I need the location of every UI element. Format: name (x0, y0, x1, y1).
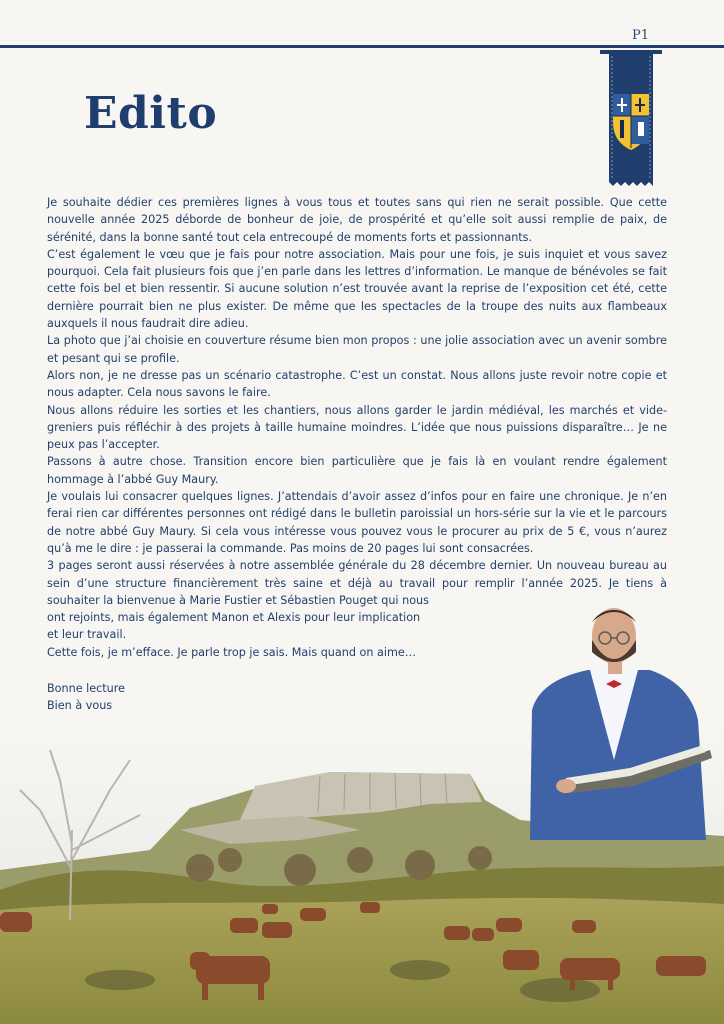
article-body (47, 194, 667, 661)
paragraph-line: Cette fois, je m’efface. Je parle trop je sais. Mais quand on aime… (47, 645, 416, 659)
paragraph: Passons à autre chose. Transition encore bien particulière que je fais là en voulant rendre également hommage à l’abbé Guy Maury. (47, 455, 667, 486)
paragraph-line: et leur travail. (47, 628, 127, 642)
closing (47, 680, 125, 715)
paragraph-line: ont rejoints, mais également Manon et Alexis pour leur implication (47, 611, 421, 625)
page-number: P1 (632, 28, 650, 43)
coat-of-arms-banner-icon (600, 50, 662, 190)
page-title: Edito (84, 88, 218, 139)
closing-line: Bonne lecture (47, 682, 125, 695)
paragraph: 3 pages seront aussi réservées à notre assemblée générale du 28 décembre dernier. Un nouveau bureau au sein d’une structure financièrement très saine et déjà au travail pour remplir l’année 2025. Je tiens à souhaiter la bienvenue à Marie Fustier et Sébastien Pouget qui nous (47, 559, 667, 607)
paragraph: La photo que j’ai choisie en couverture résume bien mon propos : une jolie association avec un avenir sombre et pesant qui se profile. (47, 334, 667, 365)
paragraph: Nous allons réduire les sorties et les chantiers, nous allons garder le jardin médiéval, les marchés et vide-greniers puis réfléchir à des projets à taille humaine moindres. L’idée que nous puissions disparaître… Je ne peux pas l’accepter. (47, 403, 667, 452)
presenter-photo (510, 600, 724, 840)
paragraph: Alors non, je ne dresse pas un scénario catastrophe. C’est un constat. Nous allons juste revoir notre copie et nous adapter. Cela nous savons le faire. (47, 368, 667, 400)
paragraph: Je voulais lui consacrer quelques lignes. J’attendais d’avoir assez d’infos pour en faire une chronique. Je n’en ferai rien car différentes personnes ont rédigé dans le bulletin paroissial un hors-série sur la vie et le parcours de notre abbé Guy Maury. Si cela vous intéresse vous pouvez vous le procurer au prix de 5 €, vous n’aurez qu’à me le dire : je passerai la commande. Pas moins de 20 pages lui sont consacrées. (47, 490, 667, 555)
header-rule (0, 45, 724, 48)
closing-line: Bien à vous (47, 699, 113, 713)
paragraph: C’est également le vœu que je fais pour notre association. Mais pour une fois, je suis inquiet et vous savez pourquoi. Cela fait plusieurs fois que j’en parle dans les lettres d’information. Le manque de bénévoles se fait cette fois bel et bien ressentir. Si aucune solution n’est trouvée avant la reprise de l’exposition cet été, cette dernière pourrait bien ne plus exister. De même que les spectacles de la troupe des nuits aux flambeaux auxquels il nous faudrait dire adieu. (47, 247, 667, 331)
paragraph: Je souhaite dédier ces premières lignes à vous tous et toutes sans qui rien ne serait possible. Que cette nouvelle année 2025 déborde de bonheur de joie, de prospérité et qu’elle soit aussi remplie de paix, de sérénité, dans la bonne santé tout cela entrecoupé de moments forts et passionnants. (47, 196, 667, 244)
